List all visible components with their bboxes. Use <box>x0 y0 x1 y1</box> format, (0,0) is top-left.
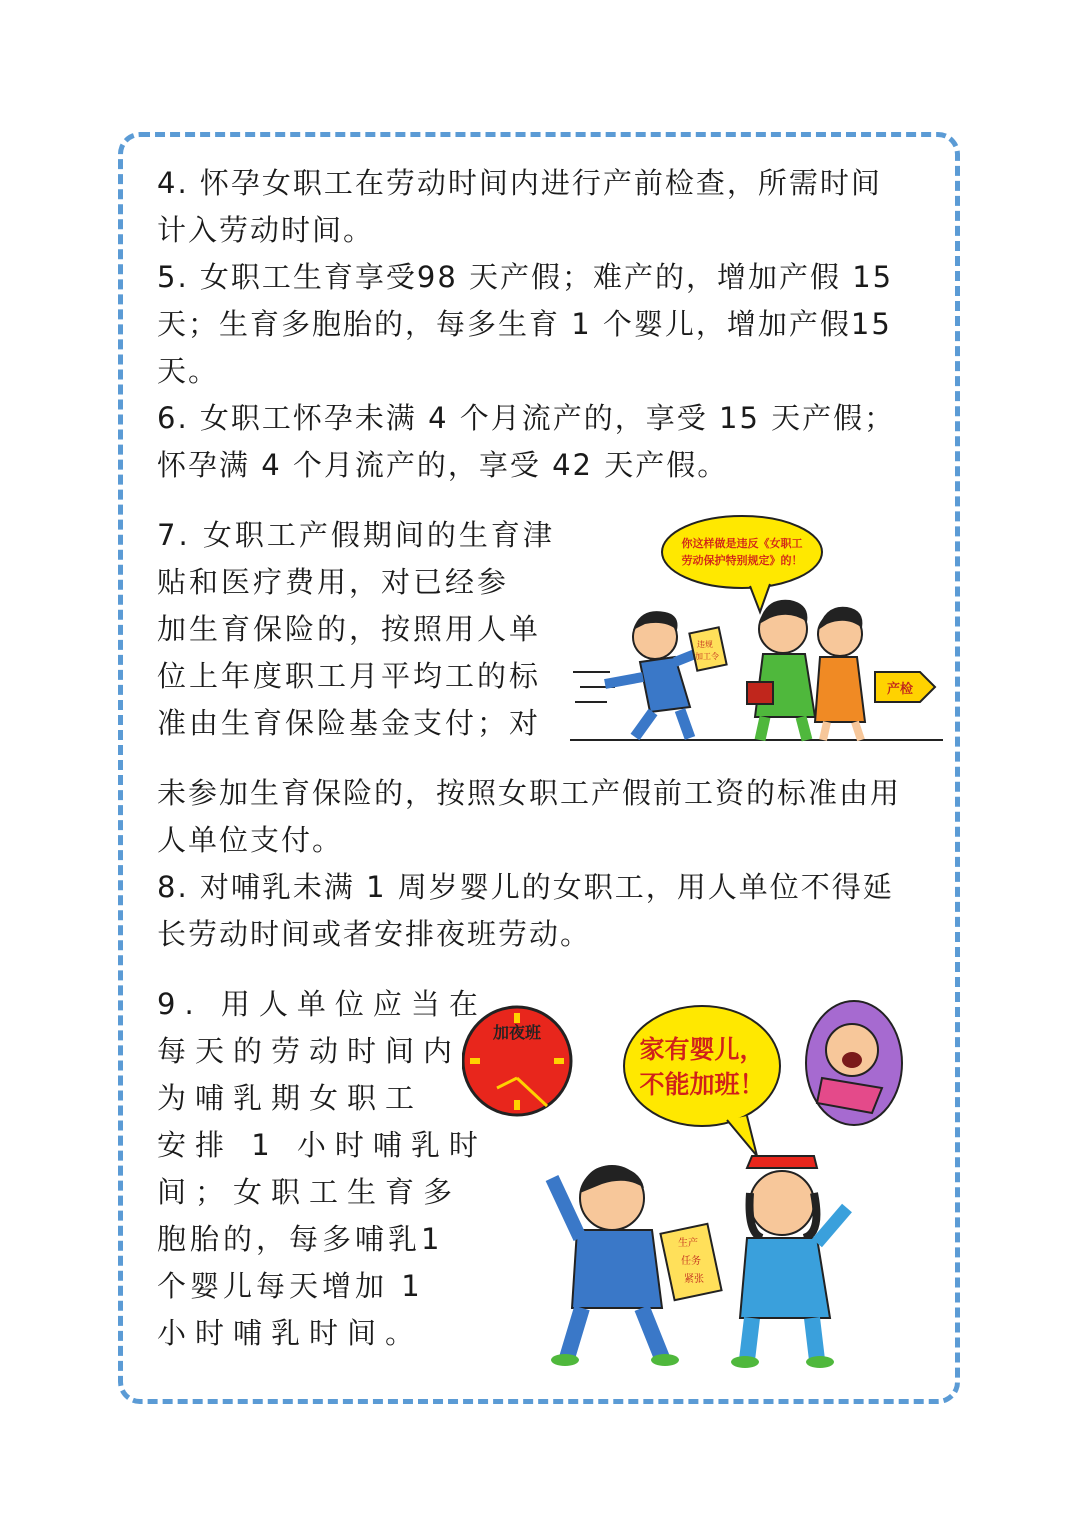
crying-baby-icon <box>806 1001 902 1125</box>
item-9-line-3: 为哺乳期女职工 <box>157 1081 424 1115</box>
boss-figure <box>605 611 700 738</box>
item-5-line-1: 5. 女职工生育享受98 天产假；难产的，增加产假 15 <box>157 260 894 294</box>
clock-label: 加夜班 <box>492 1023 542 1042</box>
item-7-line-4: 位上年度职工月平均工的标 <box>157 659 542 693</box>
item-4-line-1: 4. 怀孕女职工在劳动时间内进行产前检查，所需时间 <box>157 166 882 200</box>
bubble-1-line-1: 你这样做是违反《女职工 <box>681 537 803 550</box>
speech-bubble-2 <box>624 1006 780 1156</box>
paper-2-line-2: 任务 <box>681 1256 701 1267</box>
item-6-line-1: 6. 女职工怀孕未满 4 个月流产的，享受 15 天产假； <box>157 401 896 435</box>
item-9-line-1: 9. 用人单位应当在 <box>157 987 487 1021</box>
item-9-line-8: 小时哺乳时间。 <box>157 1316 424 1350</box>
bubble-2-line-1: 家有婴儿， <box>639 1035 765 1064</box>
woman-orange-figure <box>815 607 865 740</box>
item-5-line-2: 天；生育多胞胎的，每多生育 1 个婴儿，增加产假15 <box>157 307 892 341</box>
sign-prenatal <box>875 672 935 702</box>
clock-icon <box>463 1007 571 1115</box>
paper-1-line-2: 加工令 <box>695 652 719 661</box>
item-8-line-1: 8. 对哺乳未满 1 周岁婴儿的女职工，用人单位不得延 <box>157 870 894 904</box>
item-7-line-5: 准由生育保险基金支付；对 <box>157 706 542 740</box>
paper-1-line-1: 违规 <box>697 640 713 649</box>
paper-2-line-1: 生产 <box>678 1238 698 1249</box>
woman-worker-figure <box>731 1156 847 1368</box>
sign-label: 产检 <box>886 682 914 697</box>
item-9-line-7: 个婴儿每天增加 1 <box>157 1269 424 1303</box>
item-4-line-2: 计入劳动时间。 <box>157 213 375 247</box>
woman-green-figure <box>747 600 815 740</box>
item-7-line-2: 贴和医疗费用，对已经参 <box>157 565 510 599</box>
item-7-line-3: 加生育保险的，按照用人单 <box>157 612 542 646</box>
speech-bubble-1 <box>662 516 822 612</box>
bubble-1-line-2: 劳动保护特别规定》的！ <box>681 554 803 567</box>
item-7-line-7: 人单位支付。 <box>157 823 344 857</box>
bubble-2-line-2: 不能加班！ <box>639 1070 765 1099</box>
item-7-line-6: 未参加生育保险的，按照女职工产假前工资的标准由用 <box>157 776 902 810</box>
item-9-line-2: 每天的劳动时间内 <box>157 1034 462 1068</box>
item-9-line-4: 安排 1 小时哺乳时 <box>157 1128 487 1162</box>
boss-figure-2 <box>551 1166 679 1366</box>
illustration-prenatal-check <box>565 512 950 747</box>
item-6-line-2: 怀孕满 4 个月流产的，享受 42 天产假。 <box>157 448 729 482</box>
item-9-line-6: 胞胎的，每多哺乳1 <box>157 1222 444 1256</box>
item-8-line-2: 长劳动时间或者安排夜班劳动。 <box>157 917 592 951</box>
item-5-line-3: 天。 <box>157 354 220 388</box>
item-7-line-1: 7. 女职工产假期间的生育津 <box>157 518 555 552</box>
paper-2-line-3: 紧张 <box>684 1274 704 1285</box>
item-9-line-5: 间；女职工生育多 <box>157 1175 462 1209</box>
paper-order <box>689 627 726 670</box>
illustration-breastfeeding <box>462 988 907 1368</box>
paper-task <box>660 1224 721 1300</box>
